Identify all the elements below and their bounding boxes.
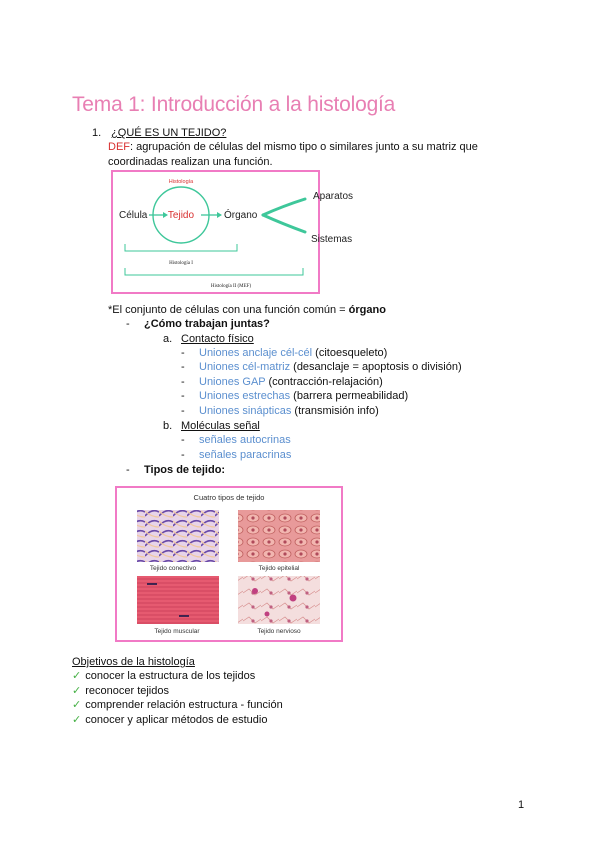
label-organo: Órgano [224, 210, 258, 221]
dash-marker: - [126, 318, 130, 330]
organ-note-text: *El conjunto de células con una función común = [108, 304, 349, 316]
signal-item-text: señales paracrinas [199, 449, 292, 461]
tissue-types-figure [115, 486, 343, 642]
tissue-nervioso-image [238, 576, 320, 624]
contact-item-detail: (contracción-relajación) [265, 376, 383, 388]
neuron-body [252, 588, 258, 594]
definition-paragraph [108, 140, 498, 169]
contact-item-detail: (barrera permeabilidad) [290, 390, 409, 402]
label-tejido-nervioso: Tejido nervioso [257, 628, 301, 635]
item-a [163, 332, 254, 347]
tissue-types-svg [117, 488, 341, 640]
contact-item-detail: (transmisión info) [291, 405, 379, 417]
dash-marker: - [181, 376, 185, 388]
contact-item-detail: (desanclaje = apoptosis o división) [290, 361, 462, 373]
bullet-tipos [126, 463, 225, 478]
signal-item [181, 433, 291, 448]
signal-item-text: señales autocrinas [199, 434, 291, 446]
contact-item-term: Uniones cél-matriz [199, 361, 291, 373]
tissue-figure-title: Cuatro tipos de tejido [193, 493, 265, 502]
bullet-tipos-text: Tipos de tejido: [144, 464, 226, 476]
histology-levels-diagram [111, 170, 354, 294]
contact-item [181, 360, 462, 375]
signal-item [181, 448, 291, 463]
page-title: Tema 1: Introducción a la histología [72, 93, 396, 116]
objectives-heading: Objetivos de la histología [72, 656, 195, 668]
check-icon: ✓ [72, 714, 82, 726]
histology-levels-svg [113, 172, 354, 292]
def-label: DEF [108, 141, 130, 153]
item-b-text: Moléculas señal [181, 420, 260, 432]
dash-marker: - [181, 434, 185, 446]
neuron-body [290, 595, 297, 602]
label-tejido: Tejido [167, 210, 195, 221]
check-icon: ✓ [72, 699, 82, 711]
label-aparatos: Aparatos [313, 191, 354, 202]
organ-note [108, 303, 386, 318]
item-b [163, 419, 260, 434]
check-icon: ✓ [72, 670, 82, 682]
label-hist1: Histología I [169, 261, 193, 266]
objective-text: comprender relación estructura - función [85, 699, 283, 711]
label-hist2: Histología II (MEF) [210, 284, 252, 289]
label-tejido-muscular: Tejido muscular [154, 628, 200, 635]
organ-note-bold: órgano [348, 304, 386, 316]
objective-text: conocer y aplicar métodos de estudio [85, 714, 268, 726]
dash-marker: - [126, 464, 130, 476]
dash-marker: - [181, 449, 185, 461]
contact-item-detail: (citoesqueleto) [312, 347, 388, 359]
contact-item [181, 389, 408, 404]
dash-marker: - [181, 405, 185, 417]
bracket-hist2 [125, 268, 303, 275]
contact-item [181, 404, 379, 419]
bullet-como [126, 317, 270, 332]
item-a-text: Contacto físico [181, 333, 254, 345]
def-text: : agrupación de células del mismo tipo o similares junto a su matriz que coordinadas realizan una función. [108, 141, 478, 168]
label-tejido-epitelial: Tejido epitelial [258, 565, 300, 572]
dash-marker: - [181, 361, 185, 373]
branch-aparatos [263, 199, 305, 215]
objective-text: conocer la estructura de los tejidos [85, 670, 256, 682]
bullet-como-text: ¿Cómo trabajan juntas? [144, 318, 270, 330]
section-heading [92, 126, 226, 141]
objective-item [72, 713, 267, 728]
neuron-body [265, 612, 270, 617]
contact-item [181, 346, 387, 361]
contact-item [181, 375, 383, 390]
label-tejido-conectivo: Tejido conectivo [149, 565, 197, 572]
item-a-label: a. [163, 333, 173, 345]
arrow-head-2 [217, 212, 222, 218]
label-celula: Célula [119, 210, 148, 221]
objective-item [72, 698, 283, 713]
contact-item-term: Uniones estrechas [199, 390, 291, 402]
dash-marker: - [181, 390, 185, 402]
tissue-epitelial-image [238, 510, 320, 562]
page-number: 1 [518, 799, 525, 811]
objective-text: reconocer tejidos [85, 685, 169, 697]
section-number: 1. [92, 127, 102, 139]
bracket-hist1 [125, 244, 237, 251]
branch-sistemas [263, 215, 305, 232]
section-heading-text: ¿QUÉ ES UN TEJIDO? [111, 127, 227, 139]
dash-marker: - [181, 347, 185, 359]
contact-item-term: Uniones sinápticas [199, 405, 292, 417]
label-sistemas: Sistemas [311, 234, 353, 245]
label-histologia: Histología [168, 179, 194, 185]
item-b-label: b. [163, 420, 173, 432]
check-icon: ✓ [72, 685, 82, 697]
objective-item [72, 669, 255, 684]
contact-item-term: Uniones anclaje cél-cél [199, 347, 313, 359]
tissue-conectivo-image [137, 510, 219, 562]
contact-item-term: Uniones GAP [199, 376, 266, 388]
objective-item [72, 684, 169, 699]
